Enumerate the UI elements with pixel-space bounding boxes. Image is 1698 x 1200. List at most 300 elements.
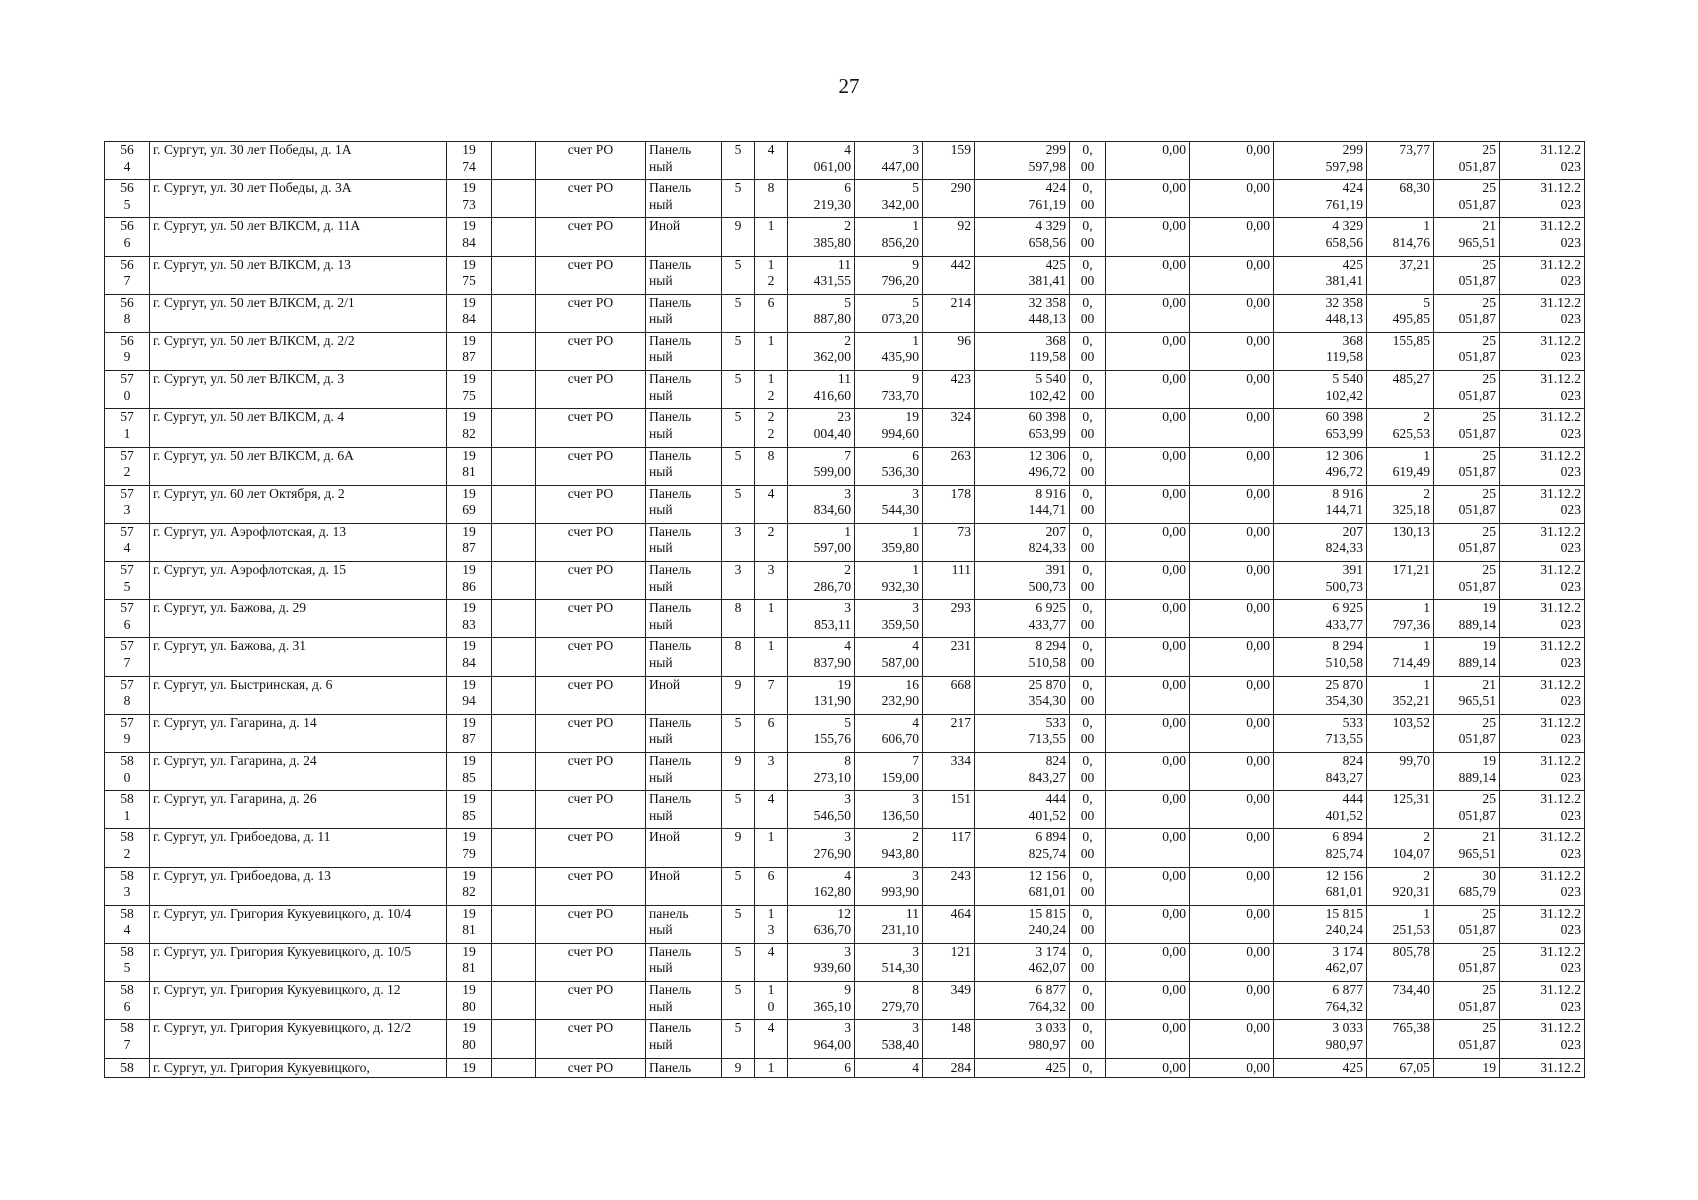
owners-cost-cell xyxy=(1274,218,1367,256)
zero-cell-line: 00 xyxy=(1080,884,1095,900)
max-cost-cell-line: 051,87 xyxy=(1458,464,1496,479)
total-area-cell-line: 4 xyxy=(844,142,851,157)
total-cost-cell-line: 433,77 xyxy=(1028,616,1066,632)
deadline-cell-line: 023 xyxy=(1560,616,1581,632)
year-cell-line: 80 xyxy=(462,998,476,1014)
owners-cost-cell-line: 207 xyxy=(1342,523,1363,539)
entrances-cell-line: 7 xyxy=(767,676,775,692)
method-cell xyxy=(536,943,646,981)
address-cell xyxy=(150,256,447,294)
zero-cell-line: 0, xyxy=(1082,1020,1093,1036)
entrances-cell xyxy=(755,943,788,981)
max-cost-cell-line: 25 xyxy=(1482,447,1496,463)
fund-cell-2 xyxy=(1190,753,1274,791)
floors-cell-line: 5 xyxy=(734,982,742,998)
unit-cost-cell xyxy=(1367,905,1434,943)
unit-cost-cell xyxy=(1367,714,1434,752)
total-area-cell-line: 276,90 xyxy=(813,845,851,861)
blank-cell xyxy=(492,332,536,370)
row-number-line: 58 xyxy=(120,1059,134,1075)
residents-cell xyxy=(923,600,975,638)
max-cost-cell-line: 889,14 xyxy=(1458,654,1496,670)
year-cell xyxy=(447,943,492,981)
max-cost-cell xyxy=(1434,714,1500,752)
entrances-cell-line: 3 xyxy=(767,562,775,578)
address-cell xyxy=(150,753,447,791)
total-area-cell xyxy=(788,447,855,485)
total-area-cell-line: 2 xyxy=(844,562,851,578)
row-number-line: 0 xyxy=(123,769,131,785)
owners-cost-cell-line: 119,58 xyxy=(1326,349,1363,365)
row-number-line: 58 xyxy=(120,1020,134,1036)
zero-cell-line: 00 xyxy=(1080,693,1095,709)
zero-cell-line: 00 xyxy=(1080,960,1095,976)
fund-cell-2 xyxy=(1190,562,1274,600)
owners-cost-cell xyxy=(1274,867,1367,905)
wall-material-cell-line: ный xyxy=(649,1036,673,1052)
entrances-cell-line: 1 xyxy=(767,332,775,348)
living-area-cell-line: 3 xyxy=(912,867,919,883)
year-cell xyxy=(447,982,492,1020)
max-cost-cell-line: 051,87 xyxy=(1458,1036,1496,1052)
deadline-cell xyxy=(1500,562,1585,600)
address-cell-line: г. Сургут, ул. Быстринская, д. 6 xyxy=(153,676,333,692)
fund-cell-2-line: 0,00 xyxy=(1246,905,1270,921)
fund-cell-2 xyxy=(1190,867,1274,905)
owners-cost-cell-line: 653,99 xyxy=(1325,425,1363,441)
living-area-cell-line: 3 xyxy=(912,600,919,616)
residents-cell-line: 324 xyxy=(950,409,971,425)
total-cost-cell-line: 6 877 xyxy=(1035,982,1066,998)
wall-material-cell-line: ный xyxy=(649,311,673,327)
unit-cost-cell xyxy=(1367,1058,1434,1077)
total-area-cell-line: 3 xyxy=(844,485,851,501)
year-cell-line: 19 xyxy=(462,142,476,157)
max-cost-cell xyxy=(1434,1020,1500,1058)
fund-cell-1 xyxy=(1106,676,1190,714)
owners-cost-cell-line: 681,01 xyxy=(1325,884,1363,900)
address-cell-line: г. Сургут, ул. 50 лет ВЛКСМ, д. 6А xyxy=(153,447,354,463)
max-cost-cell xyxy=(1434,791,1500,829)
total-area-cell xyxy=(788,523,855,561)
entrances-cell-line: 4 xyxy=(767,1020,775,1036)
wall-material-cell xyxy=(646,1020,722,1058)
year-cell-line: 79 xyxy=(462,845,476,861)
row-number-line: 58 xyxy=(120,943,134,959)
deadline-cell-line: 31.12.2 xyxy=(1540,562,1581,578)
fund-cell-2-line: 0,00 xyxy=(1246,447,1270,463)
unit-cost-cell-line: 68,30 xyxy=(1399,180,1430,196)
deadline-cell-line: 31.12.2 xyxy=(1540,600,1581,616)
max-cost-cell-line: 25 xyxy=(1482,714,1496,730)
total-area-cell-line: 636,70 xyxy=(813,922,851,938)
wall-material-cell-line: ный xyxy=(649,425,673,441)
entrances-cell-line: 1 xyxy=(767,829,775,845)
method-cell-line: счет РО xyxy=(567,256,614,272)
address-cell-line: г. Сургут, ул. Бажова, д. 31 xyxy=(153,638,307,654)
unit-cost-cell-line: 5 xyxy=(1423,294,1430,310)
year-cell-line: 75 xyxy=(462,387,476,403)
max-cost-cell-line: 051,87 xyxy=(1458,922,1496,938)
fund-cell-1-line: 0,00 xyxy=(1162,791,1186,807)
deadline-cell xyxy=(1500,1058,1585,1077)
max-cost-cell xyxy=(1434,676,1500,714)
year-cell-line: 82 xyxy=(462,884,476,900)
living-area-cell-line: 3 xyxy=(912,791,919,807)
owners-cost-cell-line: 658,56 xyxy=(1325,234,1363,250)
wall-material-cell xyxy=(646,638,722,676)
fund-cell-2-line: 0,00 xyxy=(1246,600,1270,616)
residents-cell xyxy=(923,562,975,600)
entrances-cell xyxy=(755,1058,788,1077)
deadline-cell-line: 31.12.2 xyxy=(1540,676,1581,692)
fund-cell-2-line: 0,00 xyxy=(1246,714,1270,730)
table-row xyxy=(105,294,1585,332)
total-area-cell-line: 3 xyxy=(844,829,851,845)
entrances-cell xyxy=(755,256,788,294)
max-cost-cell-line: 051,87 xyxy=(1458,349,1496,365)
row-number-line: 7 xyxy=(123,654,131,670)
wall-material-cell-line: ный xyxy=(649,998,673,1014)
deadline-cell xyxy=(1500,638,1585,676)
blank-cell xyxy=(492,905,536,943)
deadline-cell-line: 31.12.2 xyxy=(1540,371,1581,387)
zero-cell-line: 00 xyxy=(1080,387,1095,403)
deadline-cell xyxy=(1500,447,1585,485)
wall-material-cell-line: Панель xyxy=(649,409,692,425)
unit-cost-cell-line: 1 xyxy=(1423,447,1430,463)
owners-cost-cell xyxy=(1274,409,1367,447)
entrances-cell xyxy=(755,676,788,714)
method-cell xyxy=(536,905,646,943)
blank-cell xyxy=(492,256,536,294)
fund-cell-1-line: 0,00 xyxy=(1162,600,1186,616)
zero-cell xyxy=(1070,867,1106,905)
method-cell-line: счет РО xyxy=(567,180,614,196)
method-cell-line: счет РО xyxy=(567,485,614,501)
method-cell xyxy=(536,142,646,180)
entrances-cell xyxy=(755,371,788,409)
total-area-cell-line: 416,60 xyxy=(813,387,851,403)
row-number-line: 57 xyxy=(120,562,134,578)
deadline-cell-line: 023 xyxy=(1560,311,1581,327)
unit-cost-cell-line: 125,31 xyxy=(1392,791,1430,807)
row-number-line: 56 xyxy=(120,180,134,196)
fund-cell-2-line: 0,00 xyxy=(1246,371,1270,387)
residents-cell xyxy=(923,447,975,485)
blank-cell xyxy=(492,943,536,981)
year-cell-line: 87 xyxy=(462,349,476,365)
owners-cost-cell xyxy=(1274,371,1367,409)
fund-cell-2 xyxy=(1190,905,1274,943)
living-area-cell-line: 514,30 xyxy=(881,960,919,976)
method-cell-line: счет РО xyxy=(567,409,614,425)
unit-cost-cell xyxy=(1367,867,1434,905)
fund-cell-1-line: 0,00 xyxy=(1162,1020,1186,1036)
total-cost-cell xyxy=(975,371,1070,409)
deadline-cell xyxy=(1500,294,1585,332)
zero-cell-line: 0, xyxy=(1082,256,1093,272)
address-cell-line: г. Сургут, ул. 50 лет ВЛКСМ, д. 11А xyxy=(153,218,361,234)
table-row xyxy=(105,523,1585,561)
floors-cell xyxy=(722,905,755,943)
year-cell xyxy=(447,600,492,638)
row-number-line: 2 xyxy=(123,464,131,479)
year-cell-line: 80 xyxy=(462,1036,476,1052)
floors-cell-line: 5 xyxy=(734,714,742,730)
living-area-cell xyxy=(855,943,923,981)
zero-cell-line: 00 xyxy=(1080,998,1095,1014)
year-cell xyxy=(447,332,492,370)
max-cost-cell-line: 685,79 xyxy=(1458,884,1496,900)
year-cell-line: 19 xyxy=(462,943,476,959)
row-number-line: 58 xyxy=(120,791,134,807)
living-area-cell-line: 606,70 xyxy=(881,731,919,747)
fund-cell-2 xyxy=(1190,1020,1274,1058)
fund-cell-2 xyxy=(1190,142,1274,180)
table-row xyxy=(105,409,1585,447)
living-area-cell-line: 9 xyxy=(912,256,919,272)
deadline-cell-line: 31.12.2 xyxy=(1540,982,1581,998)
total-area-cell xyxy=(788,1020,855,1058)
address-cell xyxy=(150,447,447,485)
total-area-cell xyxy=(788,600,855,638)
living-area-cell xyxy=(855,753,923,791)
address-cell-line: г. Сургут, ул. 60 лет Октября, д. 2 xyxy=(153,485,345,501)
row-number xyxy=(105,142,150,180)
year-cell xyxy=(447,562,492,600)
owners-cost-cell-line: 4 329 xyxy=(1332,218,1363,234)
row-number-line: 9 xyxy=(123,349,131,365)
floors-cell xyxy=(722,409,755,447)
deadline-cell-line: 023 xyxy=(1560,425,1581,441)
fund-cell-2 xyxy=(1190,447,1274,485)
unit-cost-cell-line: 1 xyxy=(1423,676,1430,692)
total-area-cell xyxy=(788,332,855,370)
wall-material-cell xyxy=(646,180,722,218)
max-cost-cell-line: 25 xyxy=(1482,905,1496,921)
fund-cell-1-line: 0,00 xyxy=(1162,218,1186,234)
owners-cost-cell xyxy=(1274,180,1367,218)
floors-cell xyxy=(722,523,755,561)
total-cost-cell-line: 448,13 xyxy=(1028,311,1066,327)
deadline-cell-line: 31.12.2 xyxy=(1540,447,1581,463)
residents-cell-line: 73 xyxy=(957,523,971,539)
zero-cell xyxy=(1070,409,1106,447)
year-cell xyxy=(447,371,492,409)
address-cell-line: г. Сургут, ул. 50 лет ВЛКСМ, д. 13 xyxy=(153,256,351,272)
fund-cell-1 xyxy=(1106,753,1190,791)
owners-cost-cell-line: 824 xyxy=(1342,753,1363,768)
method-cell xyxy=(536,332,646,370)
total-cost-cell-line: 8 294 xyxy=(1035,638,1066,654)
owners-cost-cell-line: 510,58 xyxy=(1325,654,1363,670)
max-cost-cell-line: 051,87 xyxy=(1458,273,1496,289)
total-cost-cell xyxy=(975,829,1070,867)
living-area-cell-line: 4 xyxy=(912,714,919,730)
fund-cell-1-line: 0,00 xyxy=(1162,829,1186,845)
max-cost-cell-line: 051,87 xyxy=(1458,731,1496,747)
fund-cell-2 xyxy=(1190,218,1274,256)
table-row xyxy=(105,1020,1585,1058)
row-number xyxy=(105,600,150,638)
deadline-cell-line: 023 xyxy=(1560,578,1581,594)
total-cost-cell xyxy=(975,294,1070,332)
total-area-cell xyxy=(788,791,855,829)
entrances-cell xyxy=(755,600,788,638)
total-area-cell xyxy=(788,753,855,791)
total-area-cell-line: 385,80 xyxy=(813,234,851,250)
address-cell xyxy=(150,714,447,752)
max-cost-cell-line: 25 xyxy=(1482,294,1496,310)
table-row xyxy=(105,982,1585,1020)
deadline-cell-line: 31.12.2 xyxy=(1540,829,1581,845)
living-area-cell xyxy=(855,562,923,600)
row-number xyxy=(105,447,150,485)
fund-cell-2-line: 0,00 xyxy=(1246,867,1270,883)
living-area-cell xyxy=(855,600,923,638)
total-cost-cell-line: 658,56 xyxy=(1028,234,1066,250)
deadline-cell-line: 31.12.2 xyxy=(1540,142,1581,157)
fund-cell-1 xyxy=(1106,485,1190,523)
row-number-line: 4 xyxy=(123,922,131,938)
fund-cell-2 xyxy=(1190,791,1274,829)
living-area-cell xyxy=(855,638,923,676)
residents-cell-line: 290 xyxy=(950,180,971,196)
total-area-cell xyxy=(788,409,855,447)
method-cell-line: счет РО xyxy=(567,943,614,959)
blank-cell xyxy=(492,523,536,561)
blank-cell xyxy=(492,409,536,447)
max-cost-cell xyxy=(1434,409,1500,447)
fund-cell-1-line: 0,00 xyxy=(1162,409,1186,425)
address-cell-line: г. Сургут, ул. Григория Кукуевицкого, xyxy=(153,1059,370,1075)
address-cell xyxy=(150,943,447,981)
owners-cost-cell-line: 425 xyxy=(1342,256,1363,272)
residents-cell xyxy=(923,256,975,294)
method-cell-line: счет РО xyxy=(567,371,614,387)
total-cost-cell-line: 8 916 xyxy=(1035,485,1066,501)
row-number-line: 2 xyxy=(123,845,131,861)
owners-cost-cell-line: 240,24 xyxy=(1325,922,1363,938)
table-row xyxy=(105,943,1585,981)
floors-cell-line: 5 xyxy=(734,943,742,959)
owners-cost-cell-line: 8 916 xyxy=(1332,485,1363,501)
unit-cost-cell xyxy=(1367,829,1434,867)
fund-cell-1-line: 0,00 xyxy=(1162,1059,1186,1075)
floors-cell xyxy=(722,562,755,600)
wall-material-cell-line: Иной xyxy=(649,676,681,692)
fund-cell-2-line: 0,00 xyxy=(1246,1059,1270,1075)
total-area-cell-line: 7 xyxy=(844,447,851,463)
entrances-cell-line: 3 xyxy=(767,922,775,938)
living-area-cell xyxy=(855,982,923,1020)
zero-cell xyxy=(1070,638,1106,676)
fund-cell-1-line: 0,00 xyxy=(1162,180,1186,196)
fund-cell-1-line: 0,00 xyxy=(1162,676,1186,692)
row-number-line: 56 xyxy=(120,142,134,157)
entrances-cell xyxy=(755,638,788,676)
max-cost-cell xyxy=(1434,1058,1500,1077)
deadline-cell-line: 023 xyxy=(1560,540,1581,556)
max-cost-cell xyxy=(1434,142,1500,180)
method-cell xyxy=(536,676,646,714)
row-number xyxy=(105,638,150,676)
total-area-cell xyxy=(788,142,855,180)
total-cost-cell xyxy=(975,180,1070,218)
entrances-cell xyxy=(755,714,788,752)
row-number xyxy=(105,409,150,447)
zero-cell-line: 0, xyxy=(1082,982,1093,998)
zero-cell-line: 00 xyxy=(1080,158,1095,174)
year-cell xyxy=(447,791,492,829)
max-cost-cell-line: 051,87 xyxy=(1458,807,1496,823)
fund-cell-2-line: 0,00 xyxy=(1246,523,1270,539)
max-cost-cell-line: 965,51 xyxy=(1458,234,1496,250)
address-cell-line: г. Сургут, ул. 50 лет ВЛКСМ, д. 3 xyxy=(153,371,345,387)
zero-cell-line: 00 xyxy=(1080,807,1095,823)
table-row xyxy=(105,447,1585,485)
zero-cell-line: 0, xyxy=(1082,638,1093,654)
max-cost-cell xyxy=(1434,829,1500,867)
total-cost-cell-line: 424 xyxy=(1045,180,1066,196)
deadline-cell xyxy=(1500,600,1585,638)
max-cost-cell-line: 19 xyxy=(1482,1059,1496,1075)
wall-material-cell xyxy=(646,791,722,829)
method-cell xyxy=(536,523,646,561)
year-cell-line: 19 xyxy=(462,485,476,501)
residents-cell xyxy=(923,829,975,867)
max-cost-cell-line: 889,14 xyxy=(1458,616,1496,632)
floors-cell-line: 5 xyxy=(734,791,742,807)
fund-cell-1 xyxy=(1106,982,1190,1020)
zero-cell xyxy=(1070,676,1106,714)
owners-cost-cell-line: 597,98 xyxy=(1325,158,1363,174)
wall-material-cell xyxy=(646,371,722,409)
table-row-partial xyxy=(105,1058,1585,1077)
method-cell-line: счет РО xyxy=(567,791,614,807)
residents-cell-line: 668 xyxy=(950,676,971,692)
fund-cell-2 xyxy=(1190,371,1274,409)
year-cell-line: 94 xyxy=(462,693,476,709)
fund-cell-1-line: 0,00 xyxy=(1162,867,1186,883)
living-area-cell xyxy=(855,791,923,829)
total-cost-cell-line: 6 894 xyxy=(1035,829,1066,845)
total-area-cell-line: 853,11 xyxy=(814,616,851,632)
total-cost-cell-line: 144,71 xyxy=(1028,502,1066,518)
max-cost-cell xyxy=(1434,485,1500,523)
total-area-cell xyxy=(788,676,855,714)
unit-cost-cell xyxy=(1367,294,1434,332)
fund-cell-1-line: 0,00 xyxy=(1162,562,1186,578)
wall-material-cell xyxy=(646,523,722,561)
address-cell xyxy=(150,294,447,332)
residents-cell xyxy=(923,867,975,905)
unit-cost-cell-line: 1 xyxy=(1423,638,1430,654)
wall-material-cell xyxy=(646,256,722,294)
unit-cost-cell xyxy=(1367,447,1434,485)
max-cost-cell xyxy=(1434,256,1500,294)
residents-cell-line: 231 xyxy=(950,638,971,654)
table-row xyxy=(105,829,1585,867)
table-row xyxy=(105,332,1585,370)
residents-cell-line: 151 xyxy=(950,791,971,807)
entrances-cell xyxy=(755,142,788,180)
method-cell-line: счет РО xyxy=(567,294,614,310)
total-area-cell-line: 162,80 xyxy=(813,884,851,900)
blank-cell xyxy=(492,485,536,523)
wall-material-cell-line: ный xyxy=(649,616,673,632)
